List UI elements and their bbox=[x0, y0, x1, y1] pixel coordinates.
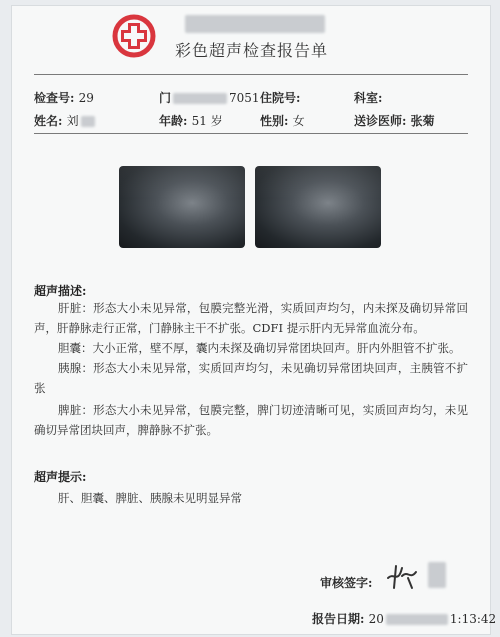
signature-redacted bbox=[428, 562, 446, 588]
report-date-field: 报告日期: 20 1:13:42 bbox=[312, 612, 497, 626]
finding-gallbladder: 胆囊：大小正常，壁不厚，囊内未探及确切异常团块回声。肝内外胆管不扩张。 bbox=[58, 341, 461, 355]
header-divider bbox=[34, 74, 468, 75]
doctor-field: 送诊医师: 张菊 bbox=[354, 114, 435, 128]
findings-title: 超声描述: bbox=[34, 284, 87, 298]
hospital-name-redacted bbox=[185, 15, 325, 33]
hospital-logo-icon bbox=[112, 14, 156, 58]
age-field: 年龄: 51 岁 bbox=[159, 114, 223, 128]
finding-spleen: 脾脏：形态大小未见异常，包膜完整，脾门切迹清晰可见，实质回声均匀，未见确切异常团块回声，脾静脉不扩张。 bbox=[34, 403, 468, 437]
info-divider bbox=[34, 133, 468, 134]
report-sheet bbox=[12, 6, 497, 634]
inpatient-no-field: 住院号: bbox=[260, 91, 301, 105]
exam-no-field: 检查号: 29 bbox=[34, 91, 94, 105]
conclusion-text: 肝、胆囊、脾脏、胰腺未见明显异常 bbox=[58, 491, 242, 505]
finding-liver: 肝脏：形态大小未见异常，包膜完整光滑，实质回声均匀，内未探及确切异常回声，肝静脉走行正常，门静脉主干不扩张。CDFI 提示肝内无异常血流分布。 bbox=[34, 301, 468, 335]
reviewer-signature bbox=[382, 558, 422, 594]
report-title: 彩色超声检查报告单 bbox=[175, 41, 329, 60]
conclusion-title: 超声提示: bbox=[34, 470, 87, 484]
dept-field: 科室: bbox=[354, 91, 383, 105]
clinic-no-field: 门 7051 bbox=[159, 91, 260, 105]
ultrasound-image-1 bbox=[119, 166, 245, 248]
reviewer-label: 审核签字: bbox=[320, 576, 373, 590]
name-field: 姓名: 刘 bbox=[34, 112, 95, 129]
ultrasound-image-2 bbox=[255, 166, 381, 248]
finding-pancreas: 胰腺：形态大小未见异常，实质回声均匀，未见确切异常团块回声，主胰管不扩张 bbox=[34, 361, 468, 395]
sex-field: 性别: 女 bbox=[260, 114, 305, 128]
